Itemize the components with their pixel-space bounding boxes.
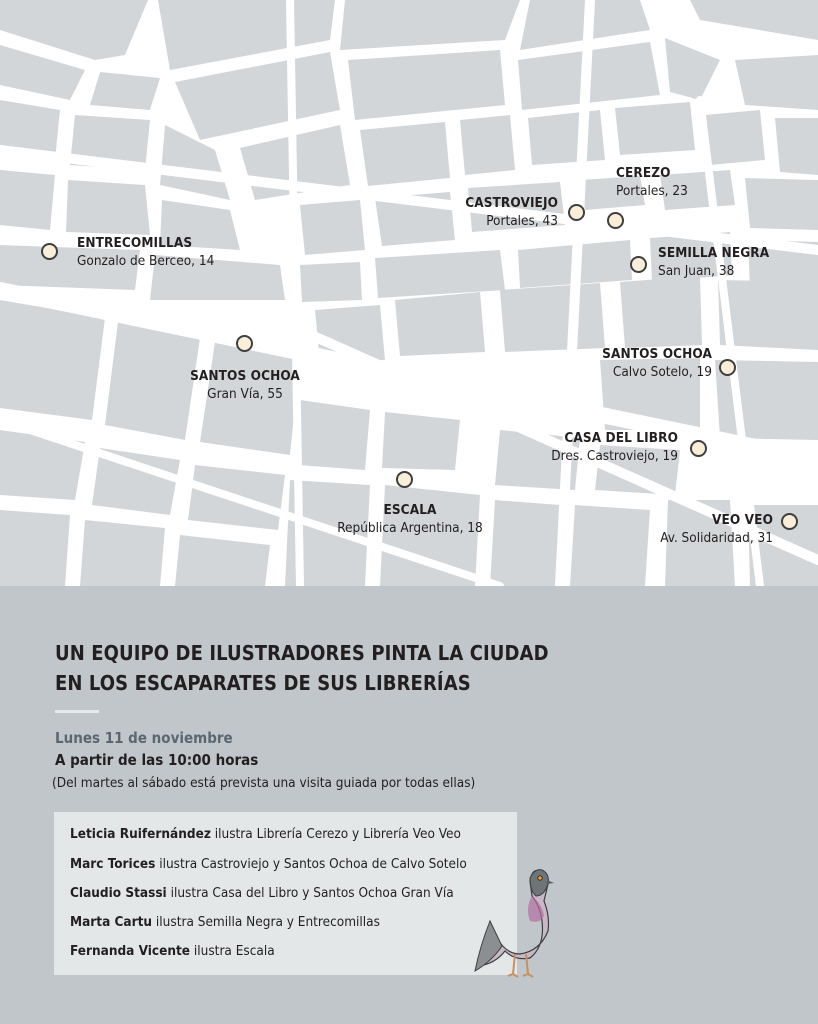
event-note: (Del martes al sábado está prevista una visita guiada por todas ellas): [52, 775, 476, 791]
cerezo-marker[interactable]: [607, 212, 624, 229]
castroviejo-label: [465, 194, 558, 230]
place-name: CEREZO: [616, 165, 671, 181]
event-time: A partir de las 10:00 horas: [55, 751, 259, 769]
semilla-negra-marker[interactable]: [630, 256, 647, 273]
credit-row: [70, 885, 454, 901]
credit-text: ilustra Librería Cerezo y Librería Veo Veo: [210, 826, 461, 842]
artist-name: Marta Cartu: [70, 914, 153, 930]
credit-text: ilustra Casa del Libro y Santos Ochoa Gran Vía: [166, 885, 454, 901]
place-address: San Juan, 38: [658, 263, 735, 279]
credit-row: [70, 856, 467, 872]
entrecomillas-marker[interactable]: [41, 243, 58, 260]
place-address: Gran Vía, 55: [207, 386, 283, 402]
headline: [55, 638, 655, 698]
credit-row: [70, 943, 275, 959]
headline-line-2: EN LOS ESCAPARATES DE SUS LIBRERÍAS: [55, 671, 471, 695]
place-name: CASTROVIEJO: [465, 195, 558, 211]
artist-name: Marc Torices: [70, 856, 156, 872]
santos-ochoa-gran-via-label: [175, 367, 315, 403]
cerezo-label: [616, 164, 688, 200]
castroviejo-marker[interactable]: [568, 204, 585, 221]
place-address: Portales, 43: [486, 213, 558, 229]
artist-name: Leticia Ruifernández: [70, 826, 211, 842]
place-address: Portales, 23: [616, 183, 688, 199]
credit-row: [70, 826, 461, 842]
credit-text: ilustra Castroviejo y Santos Ochoa de Calvo Sotelo: [155, 856, 467, 872]
divider: [55, 710, 99, 713]
escala-label: [320, 501, 500, 537]
event-date: Lunes 11 de noviembre: [55, 729, 233, 747]
event-info-panel: [0, 586, 818, 1024]
place-name: SEMILLA NEGRA: [658, 245, 770, 261]
casa-del-libro-marker[interactable]: [690, 440, 707, 457]
pigeon-icon: [470, 866, 560, 981]
semilla-negra-label: [658, 244, 769, 280]
credit-text: ilustra Semilla Negra y Entrecomillas: [152, 914, 380, 930]
veo-veo-marker[interactable]: [781, 513, 798, 530]
santos-ochoa-calvo-sotelo-label: [602, 345, 712, 381]
credit-row: [70, 914, 380, 930]
artist-name: Claudio Stassi: [70, 885, 167, 901]
place-address: Calvo Sotelo, 19: [612, 364, 712, 380]
place-address: República Argentina, 18: [337, 520, 483, 536]
headline-line-1: UN EQUIPO DE ILUSTRADORES PINTA LA CIUDAD: [55, 641, 549, 665]
credit-text: ilustra Escala: [190, 943, 275, 959]
casa-del-libro-label: [551, 429, 678, 465]
santos-ochoa-calvo-sotelo-marker[interactable]: [719, 359, 736, 376]
veo-veo-label: [660, 511, 773, 547]
place-address: Dres. Castroviejo, 19: [551, 448, 678, 464]
artist-name: Fernanda Vicente: [70, 943, 191, 959]
santos-ochoa-gran-via-marker[interactable]: [236, 335, 253, 352]
place-name: CASA DEL LIBRO: [564, 430, 678, 446]
place-address: Av. Solidaridad, 31: [660, 530, 773, 546]
illustrator-credits: [54, 812, 517, 975]
place-name: SANTOS OCHOA: [602, 346, 712, 362]
place-name: VEO VEO: [712, 512, 773, 528]
entrecomillas-label: [77, 234, 214, 270]
place-address: Gonzalo de Berceo, 14: [77, 253, 215, 269]
escala-marker[interactable]: [396, 471, 413, 488]
place-name: SANTOS OCHOA: [190, 368, 300, 384]
place-name: ENTRECOMILLAS: [77, 235, 193, 251]
place-name: ESCALA: [383, 502, 437, 518]
